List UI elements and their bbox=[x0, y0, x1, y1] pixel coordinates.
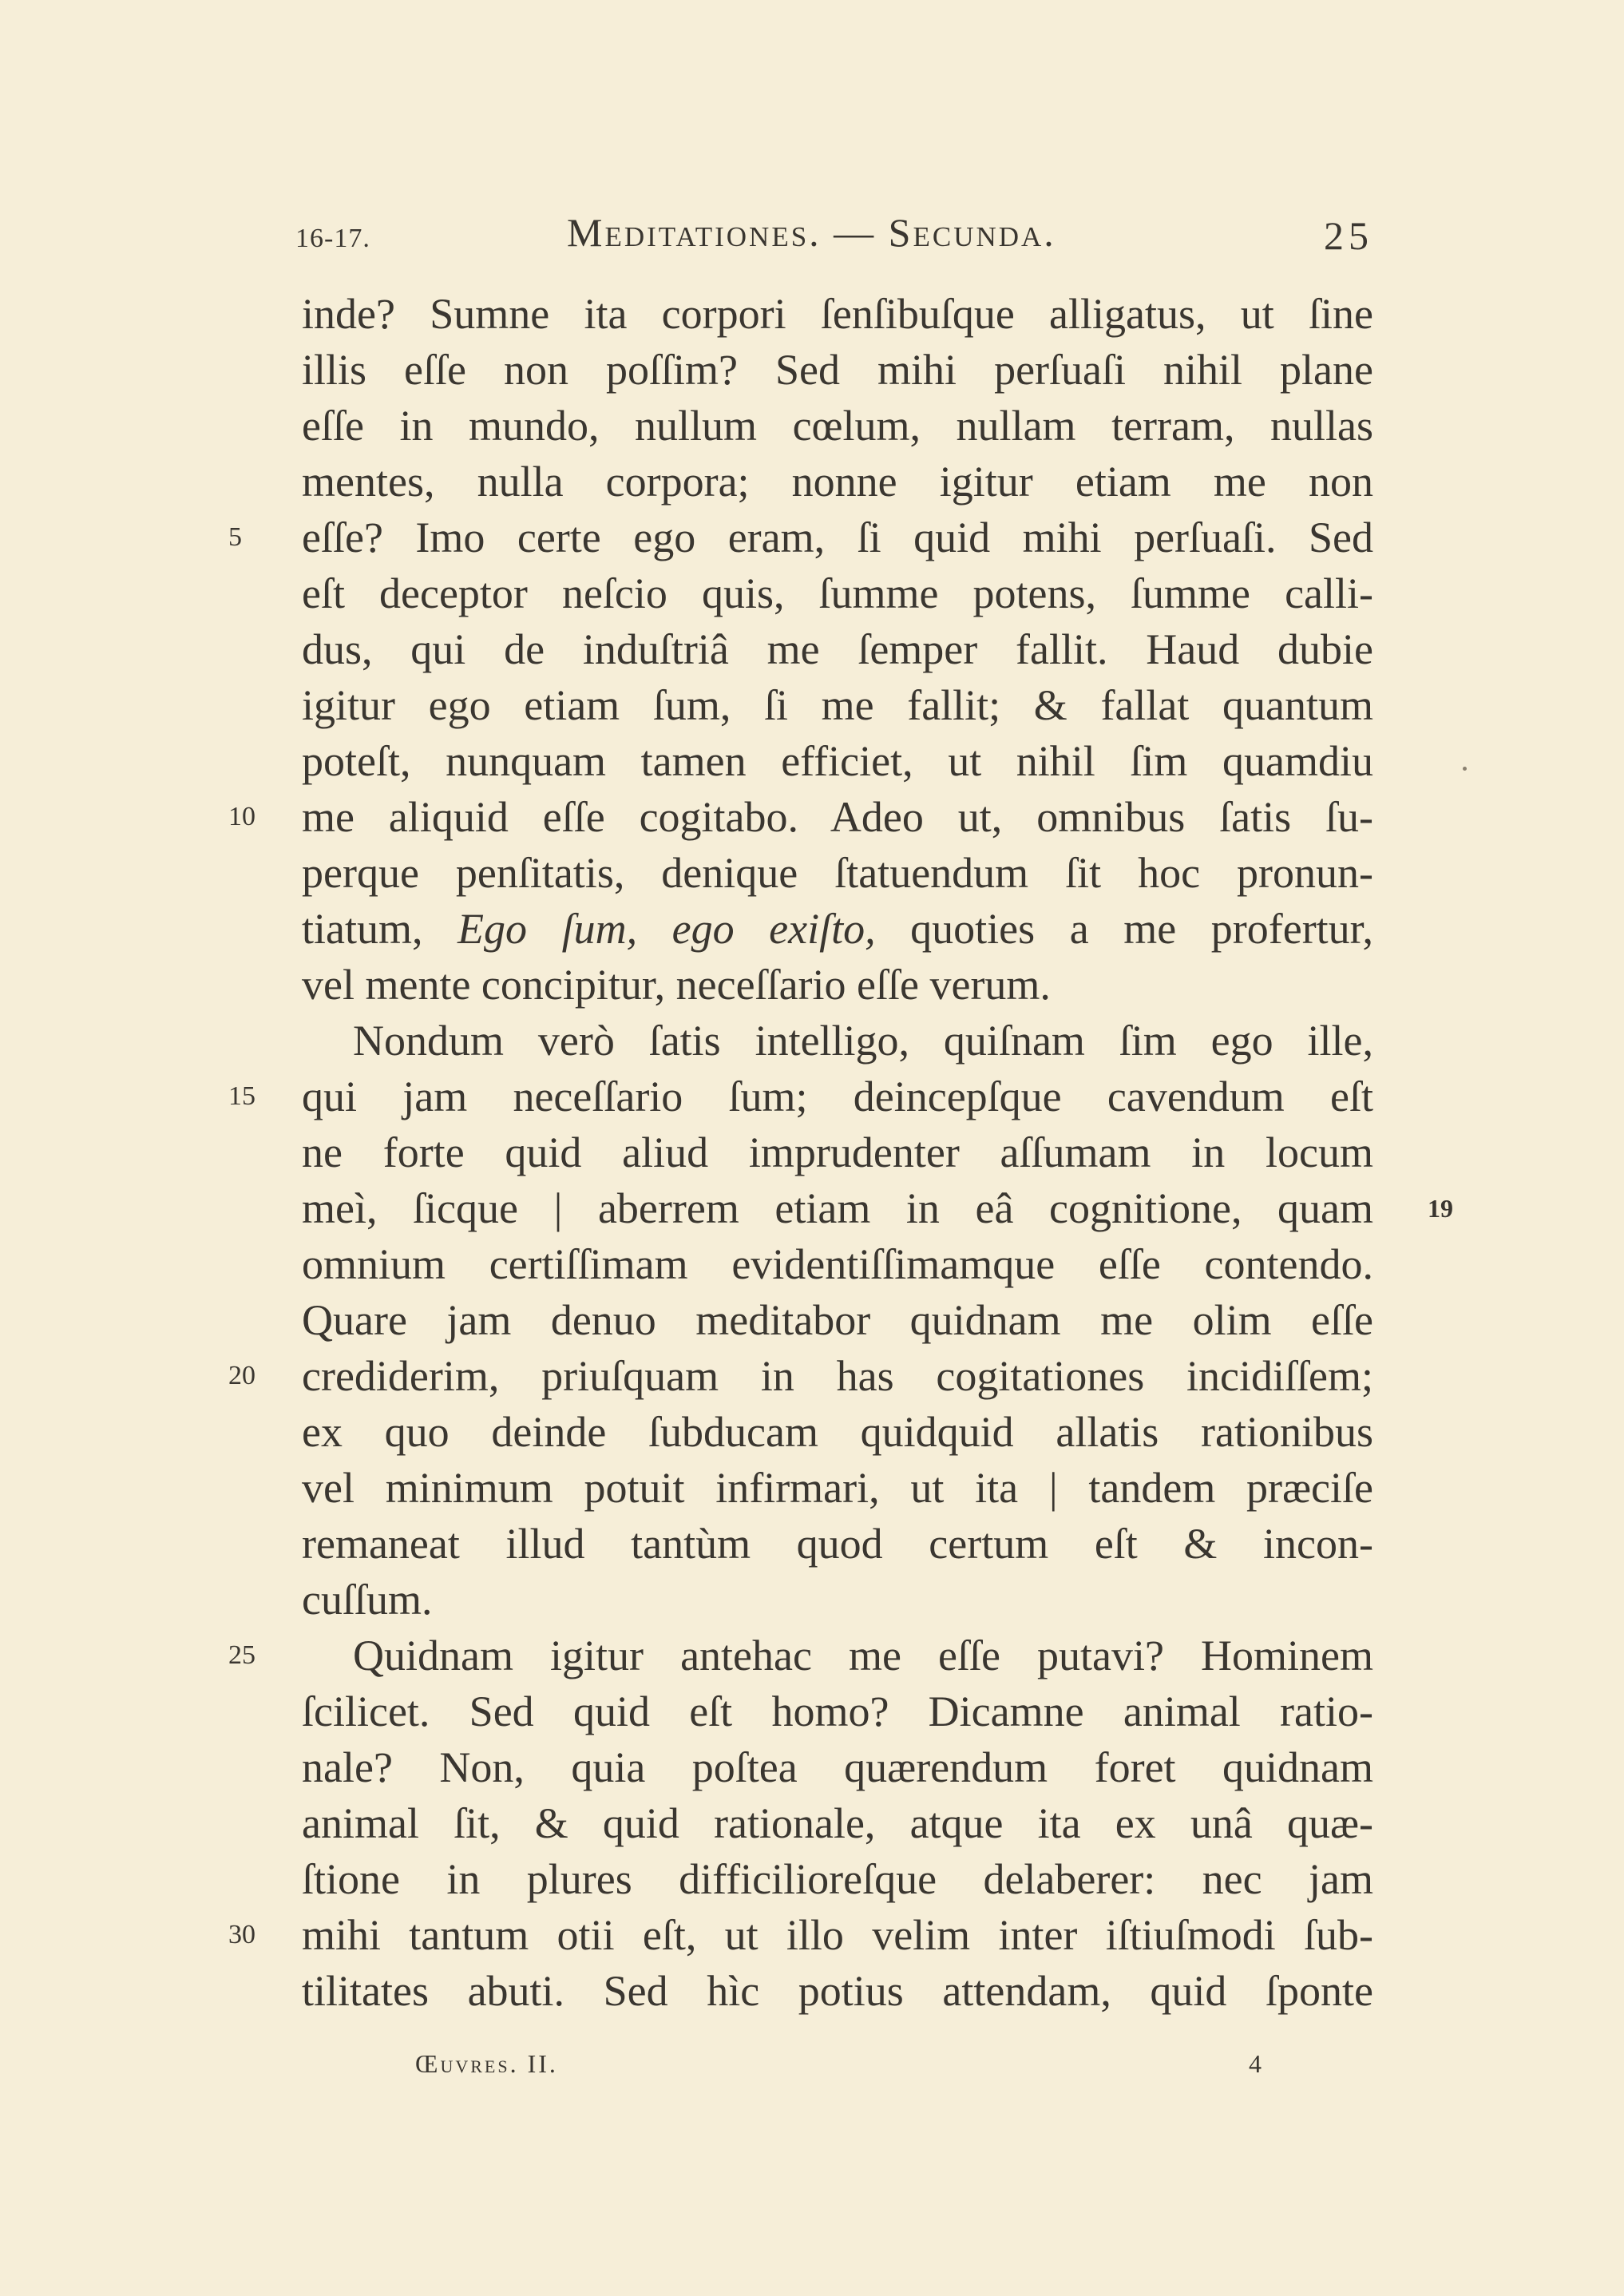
line-text: eſſe in mundo, nullum cœlum, nullam terram, nullas bbox=[302, 402, 1373, 450]
text-line bbox=[302, 1013, 1373, 1069]
line-text: mentes, nulla corpora; nonne igitur etiam me non bbox=[302, 458, 1373, 506]
text-line bbox=[302, 957, 1373, 1013]
body-text bbox=[228, 286, 1453, 2019]
line-text: quoties a me profertur, bbox=[875, 905, 1373, 953]
line-text: eſſe? Imo certe ego eram, ſi quid mihi perſuaſi. Sed bbox=[302, 514, 1373, 561]
line-text: perque penſitatis, denique ſtatuendum ſit hoc pronun- bbox=[302, 849, 1373, 897]
footer-sheet-number: 4 bbox=[1249, 2049, 1262, 2078]
text-line bbox=[228, 1907, 1373, 1963]
line-text: eſt deceptor neſcio quis, ſumme potens, ſumme calli- bbox=[302, 569, 1373, 617]
line-text: poteſt, nunquam tamen efficiet, ut nihil ſim quamdiu bbox=[302, 737, 1373, 785]
italic-text: Ego ſum, ego exiſto, bbox=[457, 905, 876, 953]
text-line bbox=[302, 845, 1373, 901]
text-line bbox=[302, 565, 1373, 621]
line-text: nale? Non, quia poſtea quærendum foret quidnam bbox=[302, 1743, 1373, 1791]
text-line bbox=[302, 1460, 1373, 1516]
line-number: 25 bbox=[228, 1640, 255, 1670]
line-text: omnium certiſſimam evidentiſſimamque eſſe contendo. bbox=[302, 1240, 1373, 1288]
text-line bbox=[228, 510, 1373, 565]
line-number: 15 bbox=[228, 1081, 255, 1111]
line-text: illis eſſe non poſſim? Sed mihi perſuaſi nihil plane bbox=[302, 346, 1373, 394]
text-line bbox=[302, 1851, 1373, 1907]
original-page-ref: 19 bbox=[1428, 1194, 1453, 1223]
line-text: inde? Sumne ita corpori ſenſibuſque alligatus, ut ſine bbox=[302, 290, 1373, 338]
line-text: ex quo deinde ſubducam quidquid allatis rationibus bbox=[302, 1408, 1373, 1456]
text-line bbox=[302, 1124, 1373, 1180]
running-header bbox=[295, 209, 1373, 257]
line-text: igitur ego etiam ſum, ſi me fallit; & fallat quantum bbox=[302, 681, 1373, 729]
text-line bbox=[302, 342, 1373, 398]
line-text: dus, qui de induſtriâ me ſemper fallit. Haud dubie bbox=[302, 625, 1373, 673]
page-footer bbox=[415, 2049, 1262, 2081]
line-text: meì, ſicque | aberrem etiam in eâ cognitione, quam bbox=[302, 1184, 1373, 1232]
line-number: 10 bbox=[228, 802, 255, 831]
text-line bbox=[302, 1236, 1373, 1292]
text-line bbox=[302, 1739, 1373, 1795]
line-text: me aliquid eſſe cogitabo. Adeo ut, omnibus ſatis ſu- bbox=[302, 793, 1373, 841]
speck-mark bbox=[1463, 767, 1467, 771]
line-text: qui jam neceſſario ſum; deincepſque cavendum eſt bbox=[302, 1073, 1373, 1120]
text-line bbox=[228, 1348, 1373, 1404]
text-line bbox=[302, 1683, 1373, 1739]
text-line bbox=[302, 901, 1373, 957]
text-line bbox=[302, 733, 1373, 789]
line-text: vel minimum potuit infirmari, ut ita | tandem præciſe bbox=[302, 1464, 1373, 1512]
page-number: 25 bbox=[1324, 213, 1373, 258]
line-text: remaneat illud tantùm quod certum eſt & incon- bbox=[302, 1520, 1373, 1568]
footer-signature: Œuvres. II. bbox=[415, 2049, 558, 2078]
text-line bbox=[228, 1069, 1373, 1124]
line-text: vel mente concipitur, neceſſario eſſe verum. bbox=[302, 961, 1051, 1009]
line-text: Nondum verò ſatis intelligo, quiſnam ſim ego ille, bbox=[353, 1017, 1373, 1065]
line-text: tiatum, bbox=[302, 905, 458, 953]
text-line bbox=[228, 789, 1373, 845]
text-line bbox=[302, 677, 1373, 733]
text-line bbox=[228, 1628, 1373, 1683]
line-text: Quare jam denuo meditabor quidnam me olim eſſe bbox=[302, 1296, 1373, 1344]
line-text: mihi tantum otii eſt, ut illo velim inter iſtiuſmodi ſub- bbox=[302, 1911, 1373, 1959]
line-text: cuſſum. bbox=[302, 1576, 433, 1624]
line-text: tilitates abuti. Sed hìc potius attendam, quid ſponte bbox=[302, 1967, 1373, 2015]
line-number: 30 bbox=[228, 1920, 255, 1949]
text-line bbox=[302, 1963, 1373, 2019]
text-line bbox=[302, 1795, 1373, 1851]
text-line bbox=[302, 286, 1373, 342]
line-text: crediderim, priuſquam in has cogitationes incidiſſem; bbox=[302, 1352, 1373, 1400]
line-text: ſcilicet. Sed quid eſt homo? Dicamne animal ratio- bbox=[302, 1687, 1373, 1735]
text-line bbox=[302, 1516, 1373, 1572]
text-line bbox=[302, 1180, 1453, 1236]
text-line bbox=[302, 621, 1373, 677]
line-text: ne forte quid aliud imprudenter aſſumam in locum bbox=[302, 1128, 1373, 1176]
text-line bbox=[302, 1404, 1373, 1460]
line-number: 5 bbox=[228, 522, 242, 552]
text-line bbox=[302, 454, 1373, 510]
line-text: animal ſit, & quid rationale, atque ita ex unâ quæ- bbox=[302, 1799, 1373, 1847]
line-text: ſtione in plures difficilioreſque delaberer: nec jam bbox=[302, 1855, 1373, 1903]
line-number: 20 bbox=[228, 1361, 255, 1390]
header-page-ref: 16-17. bbox=[295, 224, 370, 253]
text-line bbox=[302, 1572, 1373, 1628]
header-title: Meditationes. — Secunda. bbox=[567, 210, 1056, 255]
text-line bbox=[302, 398, 1373, 454]
text-line bbox=[302, 1292, 1373, 1348]
line-text: Quidnam igitur antehac me eſſe putavi? Hominem bbox=[353, 1632, 1373, 1679]
